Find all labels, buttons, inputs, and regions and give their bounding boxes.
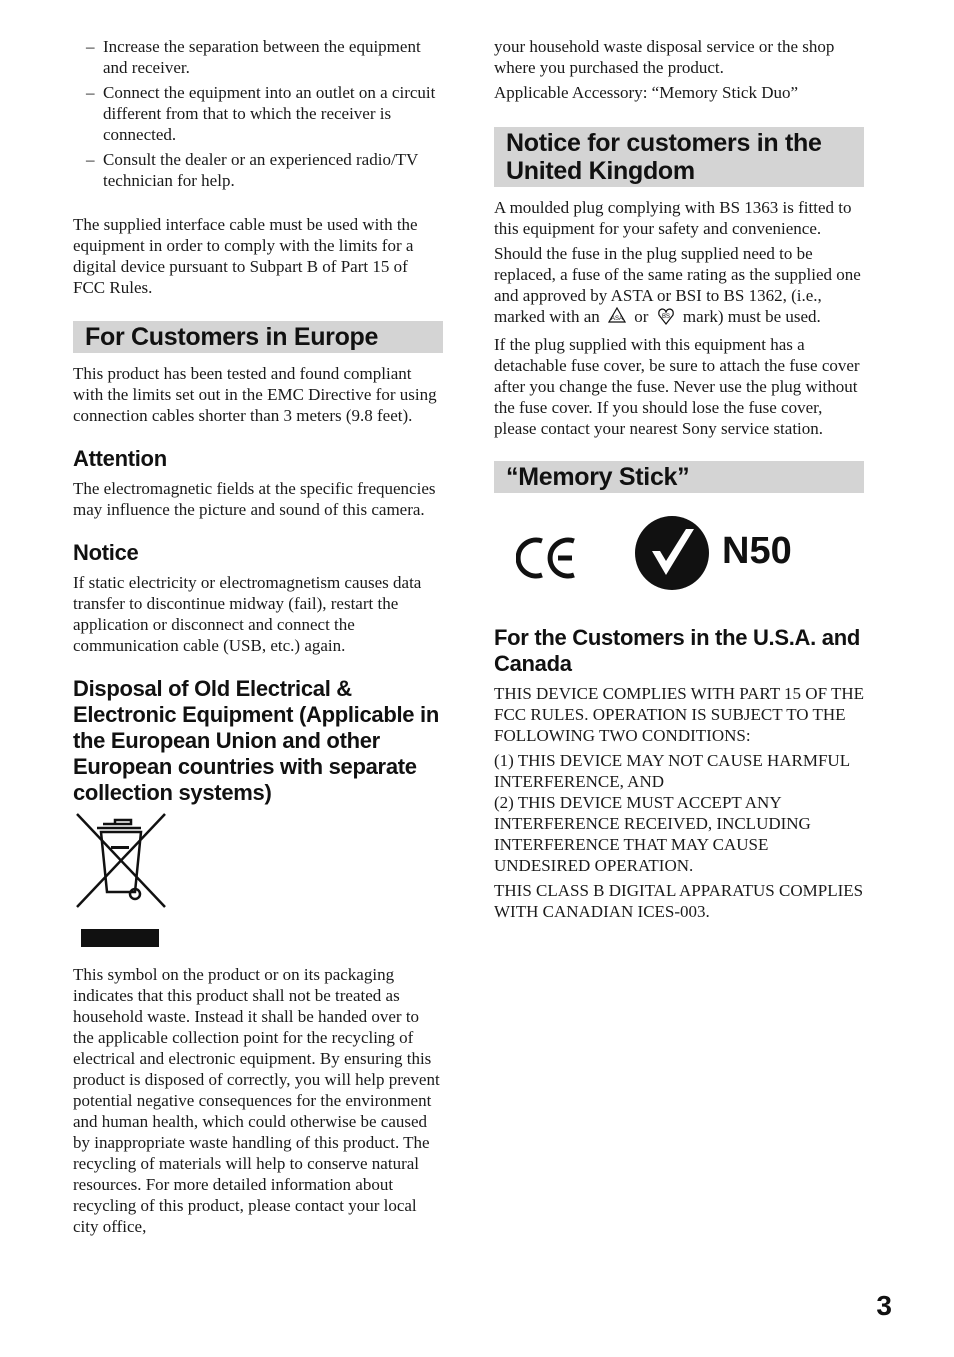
list-item: – Increase the separation between the equipment and receiver. (86, 37, 421, 77)
ctick-code: N50 (722, 530, 792, 572)
page-number: 3 (876, 1290, 892, 1321)
svg-text:BS: BS (661, 314, 670, 320)
asta-mark-icon (608, 307, 626, 330)
attention-paragraph: The electromagnetic fields at the specific frequencies may influence the picture and sound of this camera. (73, 479, 436, 519)
crossed-out-wheeled-bin-icon (73, 812, 173, 952)
bsi-kitemark-icon (657, 307, 675, 330)
fcc-measures-list (73, 36, 443, 191)
attention-heading: Attention (73, 446, 167, 471)
list-item: – Consult the dealer or an experienced radio/TV technician for help. (86, 150, 419, 190)
ce-mark-icon (516, 535, 578, 581)
notice-heading: Notice (73, 540, 139, 565)
uk-paragraph-3: If the plug supplied with this equipment has a detachable fuse cover, be sure to attach the fuse cover after you change the fuse. Never use the plug without the fuse cover. If you should lose the fuse cover, please contact your nearest Sony service station. (494, 335, 860, 438)
usa-canada-heading: For the Customers in the U.S.A. and Canada (494, 625, 860, 676)
disposal-heading: Disposal of Old Electrical & Electronic Equipment (Applicable in the European Union and other European countries with separate collection systems) (73, 676, 439, 805)
disposal-continuation-paragraph: your household waste disposal service or the shop where you purchased the product. (494, 37, 835, 77)
svg-text:ASA: ASA (610, 316, 624, 322)
notice-paragraph: If static electricity or electromagnetism causes data transfer to discontinue midway (fail), restart the application or disconnect and connect the communication cable (USB, etc.) again. (73, 573, 422, 655)
memory-stick-heading: “Memory Stick” (494, 461, 864, 493)
usa-paragraph-1: THIS DEVICE COMPLIES WITH PART 15 OF THE FCC RULES. OPERATION IS SUBJECT TO THE FOLLOWING TWO CONDITIONS: (494, 684, 865, 745)
certification-marks (494, 515, 864, 625)
interface-cable-paragraph: The supplied interface cable must be used with the equipment in order to comply with the limits for a digital device pursuant to Subpart B of Part 15 of FCC Rules. (73, 215, 418, 297)
usa-condition-2: (2) THIS DEVICE MUST ACCEPT ANY INTERFERENCE RECEIVED, INCLUDING INTERFERENCE THAT MAY CAUSE UNDESIRED OPERATION. (494, 793, 811, 875)
uk-paragraph-2: Should the fuse in the plug supplied need to be replaced, a fuse of the same rating as the supplied one and approved by ASTA or BSI to BS 1362, (i.e., marked with an ASA or BS mark) must be used. (494, 243, 864, 330)
right-column (494, 36, 864, 926)
weee-symbol (73, 812, 173, 952)
europe-paragraph: This product has been tested and found compliant with the limits set out in the EMC Directive for using connection cables shorter than 3 meters (9.8 feet). (73, 364, 437, 425)
usa-condition-1: (1) THIS DEVICE MAY NOT CAUSE HARMFUL INTERFERENCE, AND (494, 751, 850, 791)
uk-heading: Notice for customers in the United Kingdom (494, 127, 864, 187)
europe-heading: For Customers in Europe (73, 321, 443, 353)
accessory-paragraph: Applicable Accessory: “Memory Stick Duo” (494, 83, 799, 102)
left-column (73, 36, 443, 1241)
uk-paragraph-1: A moulded plug complying with BS 1363 is fitted to this equipment for your safety and convenience. (494, 198, 852, 238)
canada-paragraph: THIS CLASS B DIGITAL APPARATUS COMPLIES WITH CANADIAN ICES-003. (494, 881, 864, 921)
c-tick-mark-icon (634, 515, 710, 591)
disposal-paragraph: This symbol on the product or on its packaging indicates that this product shall not be treated as household waste. Instead it shall be handed over to the applicable collection point for the recycling of electrical and electronic equipment. By ensuring this product is disposed of correctly, you will help prevent potential negative consequences for the environment and human health, which could otherwise be caused by inappropriate waste handling of this product. The recycling of materials will help to conserve natural resources. For more detailed information about recycling of this product, please contact your local city office, (73, 965, 440, 1236)
list-item: – Connect the equipment into an outlet on a circuit different from that to which the receiver is connected. (86, 83, 436, 144)
